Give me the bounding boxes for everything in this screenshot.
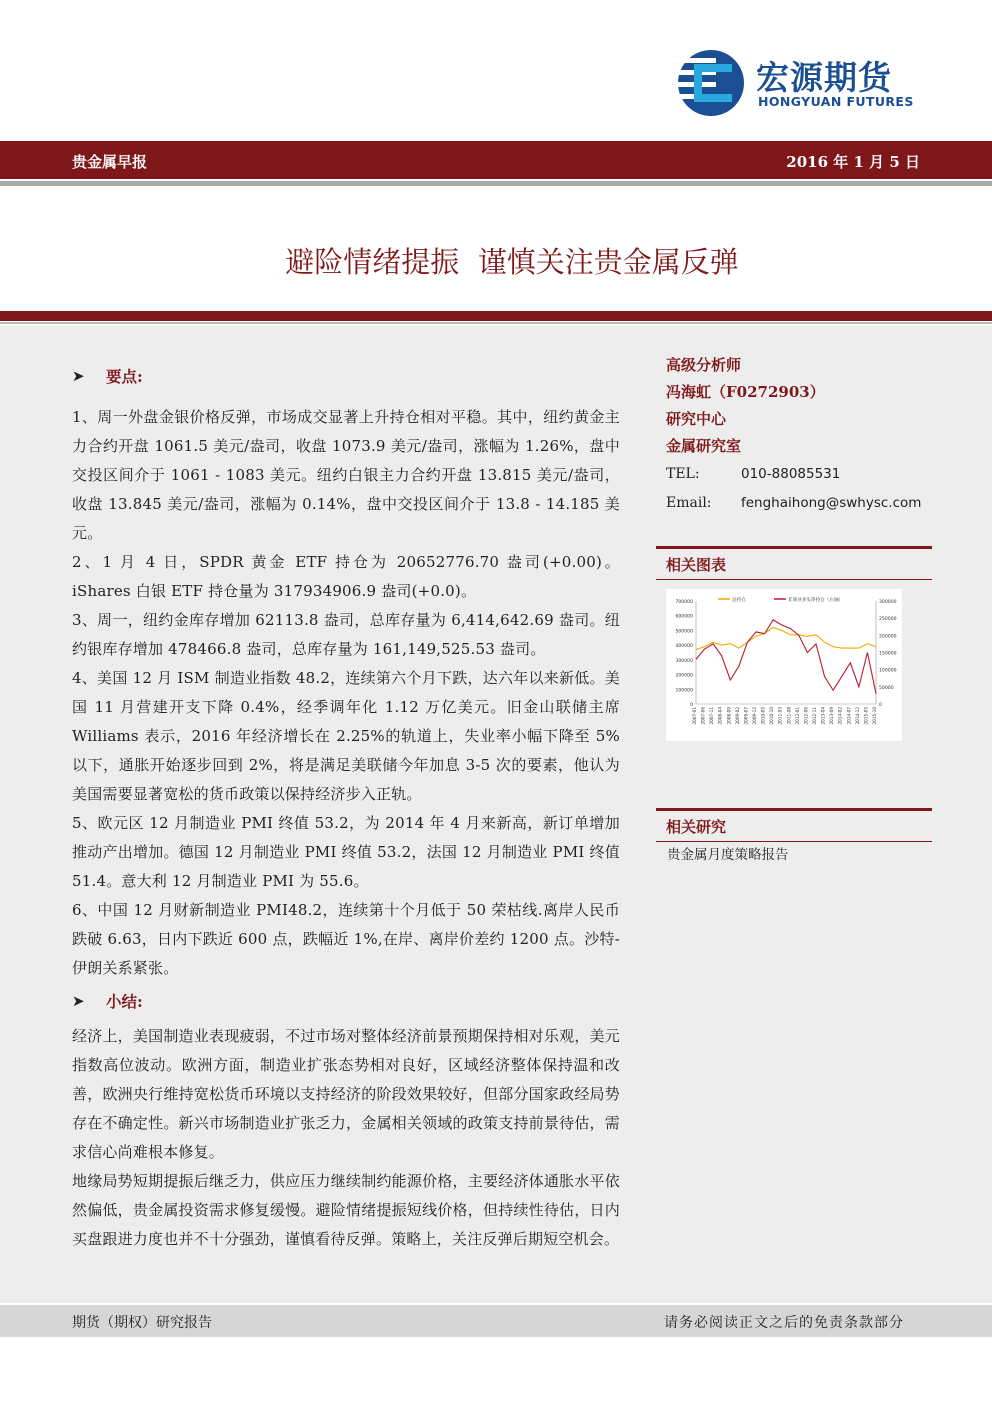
chart-left-tick-label: 600000 (675, 614, 693, 620)
related-research-link[interactable]: 贵金属月度策略报告 (667, 847, 789, 863)
tel-label: TEL: (666, 466, 700, 482)
tel-value: 010-88085531 (741, 466, 841, 482)
chart-left-tick-label: 300000 (675, 658, 693, 664)
chart-right-tick-label: 0 (879, 703, 882, 708)
chart-series-line (696, 627, 876, 649)
related-research-heading: 相关研究 (666, 818, 727, 836)
section-rule (656, 546, 932, 549)
key-points-label: 要点: (106, 367, 143, 386)
logo-name-cn: 宏源期货 (756, 58, 892, 97)
chart-left-tick-label: 700000 (675, 600, 693, 605)
chart-x-tick-label: 2008-09 (726, 707, 732, 725)
chart-right-tick-label: 300000 (879, 600, 897, 605)
analyst-name: 冯海虹（F0272903） (666, 383, 825, 401)
title-divider-line (0, 322, 992, 324)
chart-legend-label: 非商业多头净持仓（右轴） (788, 598, 844, 603)
chart-x-tick-label: 2008-04 (717, 707, 723, 725)
chart-x-tick-label: 2007-06 (700, 707, 706, 725)
section-underline (656, 841, 932, 842)
chart-x-tick-label: 2015-10 (872, 707, 877, 725)
related-chart-heading: 相关图表 (666, 556, 727, 574)
report-type: 贵金属早报 (72, 153, 148, 171)
arrow-bullet-icon: ➤ (72, 992, 85, 1010)
footer-report-type: 期货（期权）研究报告 (72, 1315, 212, 1331)
arrow-bullet-icon: ➤ (72, 367, 85, 385)
summary-label: 小结: (106, 992, 143, 1011)
chart-x-tick-label: 2009-02 (734, 707, 740, 725)
tel-row (666, 460, 932, 489)
chart-left-tick-label: 100000 (675, 688, 693, 694)
chart-x-tick-label: 2014-02 (837, 707, 843, 725)
company-logo (676, 48, 926, 118)
chart-x-tick-label: 2009-07 (743, 707, 749, 725)
title-divider-bar (0, 311, 992, 321)
chart-legend-label: 总持仓 (732, 598, 746, 603)
key-point-paragraph: 6、中国 12 月财新制造业 PMI48.2，连续第十个月低于 50 荣枯线.离岸人民币跌破 6.63，日内下跌近 600 点，跌幅近 1%,在岸、离岸价差约 1200 点。沙特-伊朗关系紧张。 (72, 901, 620, 977)
logo-mark-icon (676, 48, 748, 118)
key-point-paragraph: 3、周一，纽约金库存增加 62113.8 盎司，总库存量为 6,414,642.69 盎司。纽约银库存增加 478466.8 盎司，总库存量为 161,149,525.53 盎司。 (72, 611, 620, 658)
key-points-body (72, 403, 620, 983)
chart-series-line (696, 620, 876, 694)
chart-x-tick-label: 2010-05 (760, 707, 766, 725)
chart-right-tick-label: 250000 (879, 617, 897, 623)
key-point-paragraph: 5、欧元区 12 月制造业 PMI 终值 53.2，为 2014 年 4 月来新高，新订单增加推动产出增加。德国 12 月制造业 PMI 终值 53.2，法国 12 月制造业 PMI 终值 51.4。意大利 12 月制造业 PMI 为 55.6。 (72, 814, 620, 890)
chart-right-tick-label: 150000 (879, 651, 897, 657)
chart-x-tick-label: 2010-10 (769, 707, 775, 725)
email-row (666, 489, 932, 518)
chart-x-tick-label: 2009-12 (752, 707, 757, 725)
chart-x-tick-label: 2007-01 (692, 707, 697, 725)
chart-left-tick-label: 400000 (675, 644, 693, 650)
email-link[interactable]: fenghaihong@swhysc.com (741, 495, 922, 511)
chart-x-tick-label: 2013-04 (820, 707, 826, 725)
analyst-title: 高级分析师 (666, 356, 742, 374)
chart-x-tick-label: 2012-11 (812, 707, 817, 725)
chart-right-tick-label: 100000 (879, 668, 897, 674)
analyst-dept: 研究中心 (666, 410, 727, 428)
report-date: 2016 年 1 月 5 日 (786, 153, 920, 171)
related-research-section (656, 808, 932, 842)
chart-right-tick-label: 50000 (879, 685, 894, 691)
key-point-paragraph: 4、美国 12 月 ISM 制造业指数 48.2，连续第六个月下跌，达六年以来新低。美国 11 月营建开支下降 0.4%，经季调年化 1.12 万亿美元。旧金山联储主席 Williams 表示，2016 年经济增长在 2.25%的轨道上，失业率小幅下降至 5%以下，通胀开始逐步回到 2%，将是满足美联储今年加息 3-5 次的要素，他认为美国需要显著宽松的货币政策以保持经济步入正轨。 (72, 669, 620, 803)
chart-x-tick-label: 2015-05 (863, 707, 869, 725)
chart-x-tick-label: 2011-03 (777, 707, 783, 725)
chart-left-tick-label: 500000 (675, 629, 693, 635)
positions-chart (666, 589, 902, 741)
analyst-team: 金属研究室 (666, 437, 742, 455)
summary-paragraph: 地缘局势短期提振后继乏力，供应压力继续制约能源价格，主要经济体通胀水平依然偏低，贵金属投资需求修复缓慢。避险情绪提振短线价格，但持续性待估，日内买盘跟进力度也并不十分强劲，谨慎看待反弹。策略上，关注反弹后期短空机会。 (72, 1172, 620, 1248)
header-divider (0, 181, 992, 186)
footer-disclaimer: 请务必阅读正文之后的免责条款部分 (664, 1315, 904, 1331)
chart-x-tick-label: 2012-06 (803, 707, 809, 725)
chart-x-tick-label: 2007-11 (709, 707, 715, 725)
chart-x-tick-label: 2012-01 (794, 707, 800, 725)
chart-x-tick-label: 2013-09 (829, 707, 835, 725)
main-text-column (72, 362, 620, 1254)
chart-left-tick-label: 0 (690, 703, 693, 708)
key-points-heading (72, 362, 620, 391)
related-chart-section (656, 546, 932, 580)
section-underline (656, 579, 932, 580)
summary-heading (72, 987, 620, 1016)
report-title: 避险情绪提振 谨慎关注贵金属反弹 (285, 245, 739, 279)
chart-x-tick-label: 2014-07 (846, 707, 852, 725)
chart-svg (666, 589, 902, 741)
summary-body (72, 1022, 620, 1254)
summary-paragraph: 经济上，美国制造业表现疲弱，不过市场对整体经济前景预期保持相对乐观，美元指数高位波动。欧洲方面，制造业扩张态势相对良好，区域经济整体保持温和改善，欧洲央行维持宽松货币环境以支持经济的阶段效果较好，但部分国家政经局势存在不确定性。新兴市场制造业扩张乏力，金属相关领域的政策支持前景待估，需求信心尚难根本修复。 (72, 1027, 620, 1161)
analyst-info (666, 352, 932, 518)
chart-left-tick-label: 200000 (675, 673, 693, 679)
key-point-paragraph: 2、1 月 4 日，SPDR 黄金 ETF 持仓为 20652776.70 盎司(+0.00)。iShares 白银 ETF 持仓量为 317934906.9 盎司(+0.0)。 (72, 553, 620, 600)
key-point-paragraph: 1、周一外盘金银价格反弹，市场成交显著上升持仓相对平稳。其中，纽约黄金主力合约开盘 1061.5 美元/盎司，收盘 1073.9 美元/盎司，涨幅为 1.26%，盘中交投区间介于 1061 - 1083 美元。纽约白银主力合约开盘 13.815 美元/盎司，收盘 13.845 美元/盎司，涨幅为 0.14%，盘中交投区间介于 13.8 - 14.185 美元。 (72, 408, 620, 542)
chart-x-tick-label: 2011-08 (786, 707, 792, 725)
email-label: Email: (666, 495, 712, 511)
chart-x-tick-label: 2014-12 (854, 707, 860, 725)
logo-name-en: HONGYUAN FUTURES (758, 94, 914, 109)
chart-right-tick-label: 200000 (879, 634, 897, 640)
section-rule (656, 808, 932, 811)
